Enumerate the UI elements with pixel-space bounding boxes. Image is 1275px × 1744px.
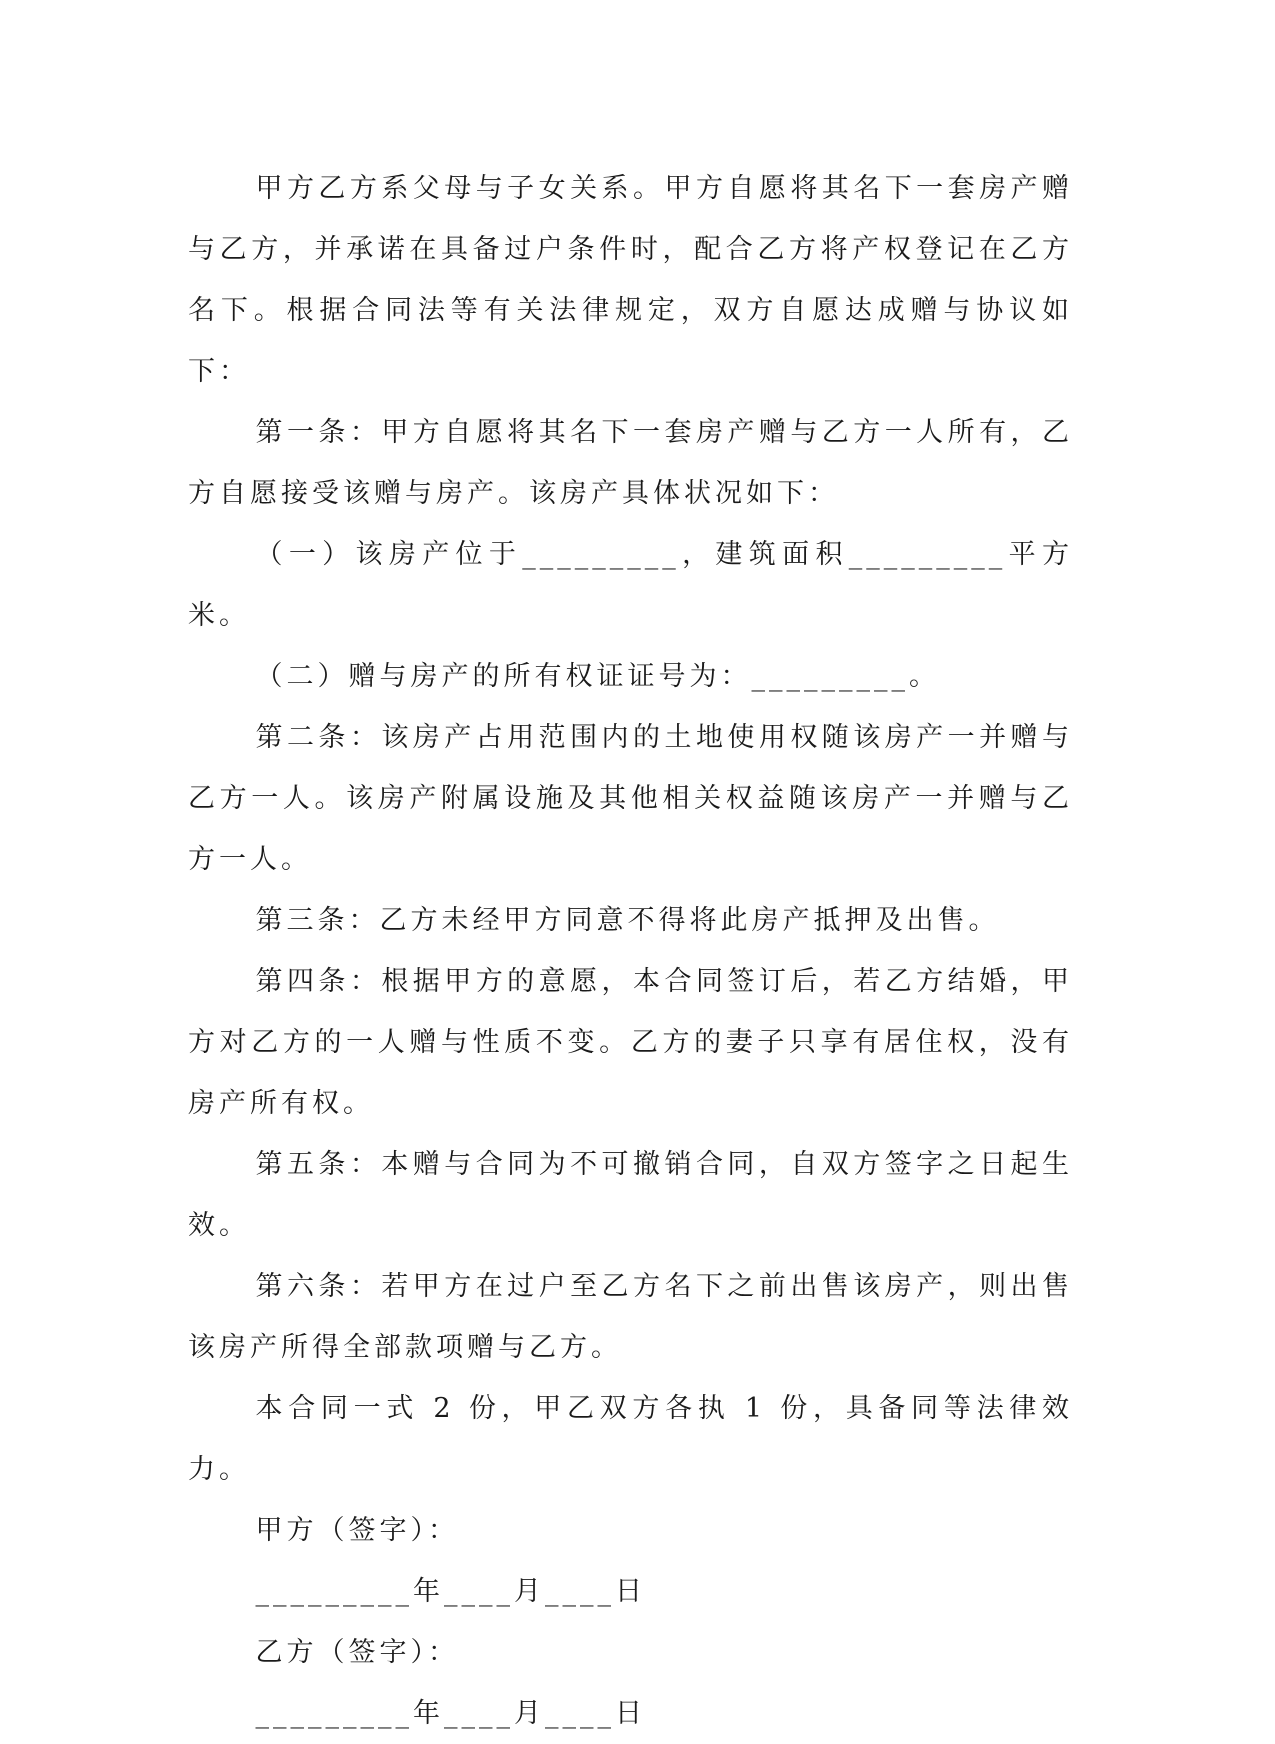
article-3-paragraph: 第三条：乙方未经甲方同意不得将此房产抵押及出售。 [255, 905, 1000, 936]
party-b-signature-label: 乙方（签字）： [255, 1637, 459, 1668]
article-6-paragraph: 第六条：若甲方在过户至乙方名下之前出售该房产，则出售该房产所得全部款项赠与乙方。 [188, 1271, 1073, 1363]
article-4-paragraph: 第四条：根据甲方的意愿，本合同签订后，若乙方结婚，甲方对乙方的一人赠与性质不变。乙方的妻子只享有居住权，没有房产所有权。 [188, 966, 1073, 1119]
article-1-item-1: （一）该房产位于_________，建筑面积_________平方米。 [188, 539, 1073, 631]
party-a-signature-label: 甲方（签字）： [255, 1515, 459, 1546]
copies-paragraph: 本合同一式 2 份，甲乙双方各执 1 份，具备同等法律效力。 [188, 1393, 1073, 1485]
party-a-signature-date: _________年____月____日 [255, 1576, 646, 1607]
article-5-paragraph: 第五条：本赠与合同为不可撤销合同，自双方签字之日起生效。 [188, 1149, 1073, 1241]
party-b-signature-date: _________年____月____日 [255, 1698, 646, 1729]
contract-body [188, 158, 1073, 1744]
preamble-paragraph: 甲方乙方系父母与子女关系。甲方自愿将其名下一套房产赠与乙方，并承诺在具备过户条件时，配合乙方将产权登记在乙方名下。根据合同法等有关法律规定，双方自愿达成赠与协议如下： [188, 173, 1073, 387]
article-1-paragraph: 第一条：甲方自愿将其名下一套房产赠与乙方一人所有，乙方自愿接受该赠与房产。该房产具体状况如下： [188, 417, 1073, 509]
article-2-paragraph: 第二条：该房产占用范围内的土地使用权随该房产一并赠与乙方一人。该房产附属设施及其他相关权益随该房产一并赠与乙方一人。 [188, 722, 1073, 875]
article-1-item-2: （二）赠与房产的所有权证证号为：_________。 [255, 661, 940, 692]
